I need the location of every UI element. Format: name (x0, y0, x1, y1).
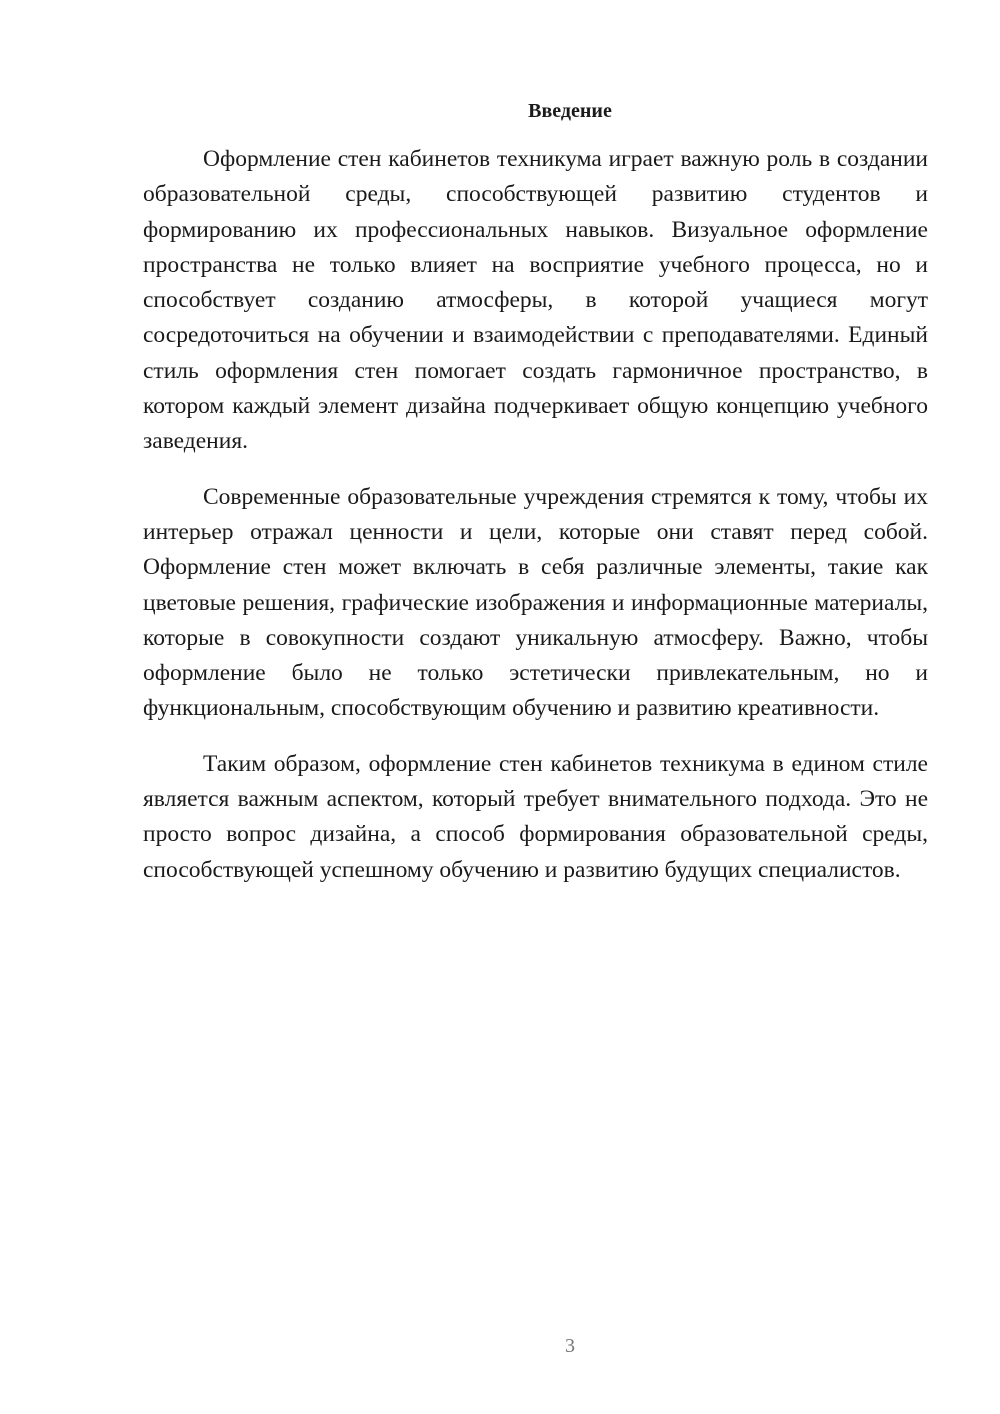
paragraph-1: Оформление стен кабинетов техникума играет важную роль в создании образовательной среды, способствующей развитию студентов и формированию их профессиональных навыков. Визуальное оформление пространства не только влияет на восприятие учебного процесса, но и способствует созданию атмосферы, в которой учащиеся могут сосредоточиться на обучении и взаимодействии с преподавателями. Единый стиль оформления стен помогает создать гармоничное пространство, в котором каждый элемент дизайна подчеркивает общую концепцию учебного заведения. (143, 146, 928, 455)
paragraph-2: Современные образовательные учреждения стремятся к тому, чтобы их интерьер отражал ценности и цели, которые они ставят перед собой. Оформление стен может включать в себя различные элементы, такие как цветовые решения, графические изображения и информационные материалы, которые в совокупности создают уникальную атмосферу. Важно, чтобы оформление было не только эстетически привлекательным, но и функциональным, способствующим обучению и развитию креативности. (143, 483, 928, 722)
document-body (143, 142, 928, 908)
page-title: Введение (528, 100, 612, 122)
page-number: 3 (565, 1335, 575, 1357)
paragraph-3: Таким образом, оформление стен кабинетов техникума в едином стиле является важным аспектом, который требует внимательного подхода. Это не просто вопрос дизайна, а способ формирования образовательной среды, способствующей успешному обучению и развитию будущих специалистов. (143, 750, 928, 883)
